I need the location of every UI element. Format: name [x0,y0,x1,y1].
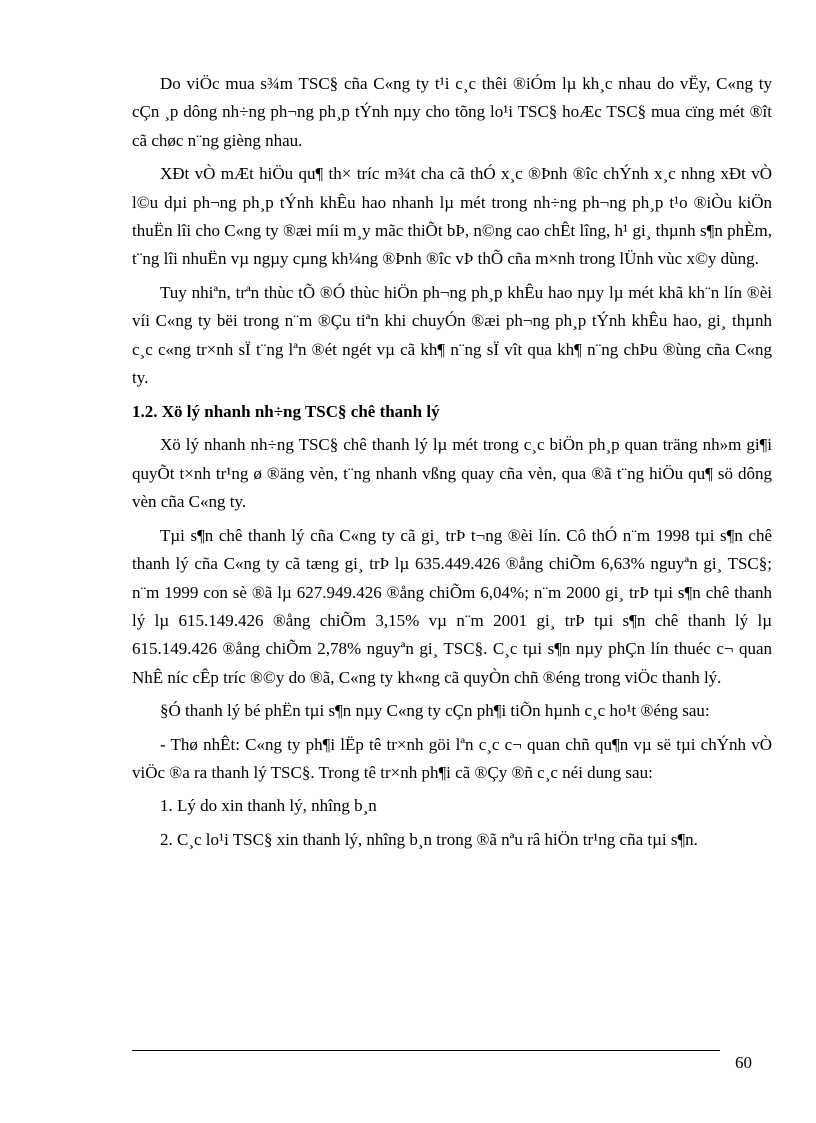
body-paragraph-3: Tuy nhiªn, trªn thùc tÕ ®Ó thùc hiÖn ph¬ng ph¸p khÊu hao nµy lµ mét khã kh¨n lín ®èi víi C«ng ty bëi trong n¨m ®Çu tiªn khi chuyÓn ®æi ph¬ng ph¸p tÝnh khÊu hao, gi¸ thµnh c¸c c«ng tr×nh sÏ t¨ng lªn ®ét ngét vµ cã kh¶ n¨ng sÏ vît qua kh¶ n¨ng chÞu ®ùng cña C«ng ty. [132,282,772,388]
section-paragraph-2: Tµi s¶n chê thanh lý cña C«ng ty cã gi¸ trÞ t¬ng ®èi lín. Cô thÓ n¨m 1998 tµi s¶n chê thanh lý cña C«ng ty cã tæng gi¸ trÞ lµ 635.449.426 ®ång chiÕm 6,63% nguyªn gi¸ TSC§; n¨m 1999 con sè ®ã lµ 627.949.426 ®ång chiÕm 6,04%; n¨m 2000 gi¸ trÞ tµi s¶n chê thanh lý lµ 615.149.426 ®ång chiÕm 3,15% vµ n¨m 2001 gi¸ trÞ tµi s¶n chê thanh lý lµ 615.149.426 ®ång chiÕm 2,78% nguyªn gi¸ TSC§. C¸c tµi s¶n nµy phÇn lín thuéc c¬ quan NhÊ níc cÊp tríc ®©y do ®ã, C«ng ty kh«ng cã quyÒn chñ ®éng trong viÖc thanh lý. [132,525,772,687]
list-item-1: 1. Lý do xin thanh lý, nhîng b¸n [160,796,377,816]
section-paragraph-1: Xö lý nhanh nh÷ng TSC§ chê thanh lý lµ mét trong c¸c biÖn ph¸p quan träng nh»m gi¶i quyÕt t×nh tr¹ng ø ®äng vèn, t¨ng nhanh vßng quay cña vèn, qua ®ã t¨ng hiÖu qu¶ sö dông vèn cña C«ng ty. [132,435,772,512]
section-paragraph-3: §Ó thanh lý bé phËn tµi s¶n nµy C«ng ty cÇn ph¶i tiÕn hµnh c¸c ho¹t ®éng sau: [160,701,710,721]
body-paragraph-1: Do viÖc mua s¾m TSC§ cña C«ng ty t¹i c¸c thêi ®iÓm lµ kh¸c nhau do vËy, C«ng ty cÇn ¸p dông nh÷ng ph¬ng ph¸p tÝnh nµy cho tõng lo¹i TSC§ hoÆc TSC§ mua cïng mét ®ît cã chøc n¨ng gièng nhau. [132,74,772,150]
body-paragraph-2: XÐt vÒ mÆt hiÖu qu¶ th× tríc m¾t cha cã thÓ x¸c ®Þnh ®îc chÝnh x¸c nhng xÐt vÒ l©u dµi ph¬ng ph¸p tÝnh khÊu hao nhanh lµ mét trong nh÷ng ph¬ng ph¸p t¹o ®iÒu kiÖn thuËn lîi cho C«ng ty ®æi míi m¸y mãc thiÕt bÞ, n©ng cao chÊt lîng, h¹ gi¸ thµnh s¶n phÈm, t¨ng lîi nhuËn vµ ngµy cµng kh¼ng ®Þnh ®îc vÞ thÕ cña m×nh trong lÜnh vùc x©y dùng. [132,164,772,269]
page-number: 60 [735,1053,752,1072]
document-page [132,70,772,859]
section-heading: 1.2. Xö lý nhanh nh÷ng TSC§ chê thanh lý [132,402,440,422]
section-paragraph-4: - Thø nhÊt: C«ng ty ph¶i lËp tê tr×nh göi lªn c¸c c¬ quan chñ qu¶n vµ së tµi chÝnh vÒ viÖc ®a ra thanh lý TSC§. Trong tê tr×nh ph¶i cã ®Çy ®ñ c¸c néi dung sau: [132,734,772,782]
footer-divider [132,1050,720,1051]
list-item-2: 2. C¸c lo¹i TSC§ xin thanh lý, nhîng b¸n trong ®ã nªu râ hiÖn tr¹ng cña tµi s¶n. [160,829,698,849]
